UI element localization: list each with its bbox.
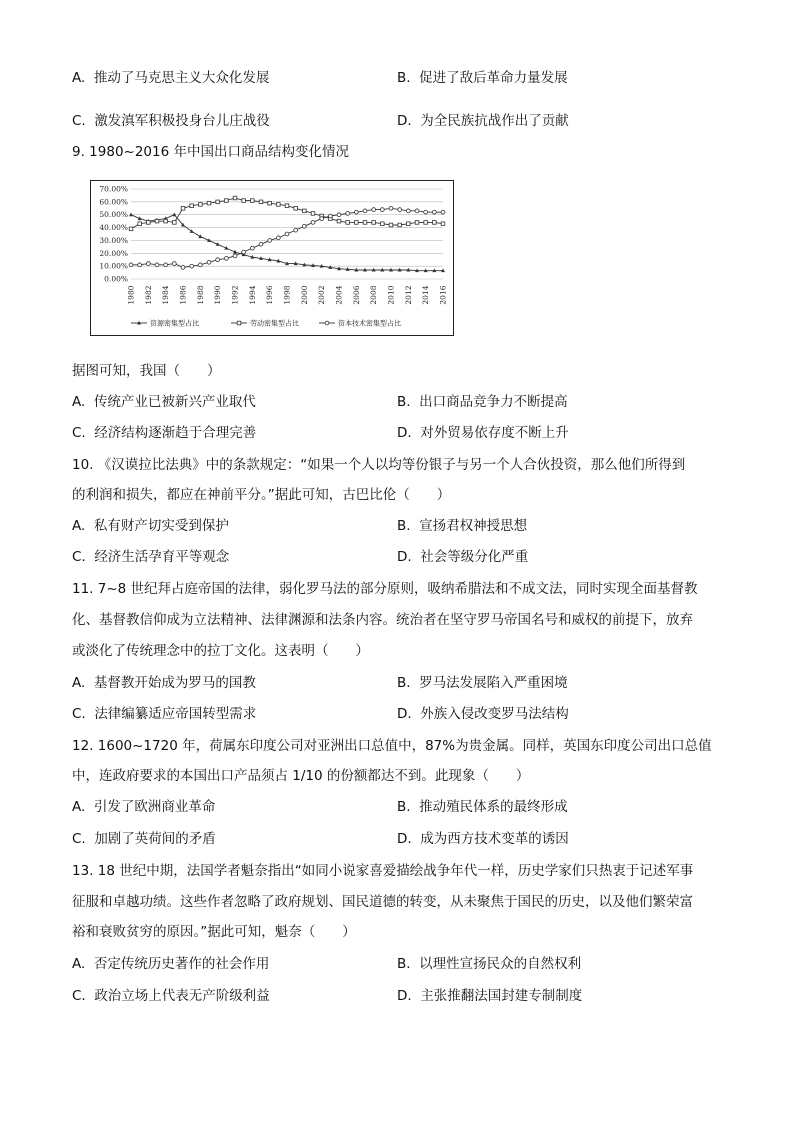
data-point — [138, 263, 142, 267]
q11-option-c: C. 法律编纂适应帝国转型需求 — [72, 706, 257, 722]
x-tick-label: 1982 — [143, 285, 153, 305]
data-point — [346, 221, 350, 225]
data-point — [190, 264, 194, 268]
q10-stem-line1: 10. 《汉谟拉比法典》中的条款规定：“如果一个人以均等份银子与另一个人合伙投资，那么他们所得到 — [72, 457, 686, 473]
data-point — [441, 210, 445, 214]
data-point — [147, 221, 151, 225]
q13-stem-line2: 征服和卓越功绩。这些作者忽略了政府规划、国民道德的转变，从未聚焦于国民的历史，以及他们繁荣富 — [72, 894, 693, 910]
data-point — [172, 262, 176, 266]
data-point — [155, 263, 159, 267]
data-point — [311, 212, 315, 216]
q10-option-b: B. 宣扬君权神授思想 — [397, 518, 528, 534]
x-tick-label: 2010 — [386, 285, 396, 305]
data-point — [285, 204, 289, 208]
data-point — [216, 200, 220, 204]
x-tick-label: 2000 — [299, 285, 309, 305]
x-tick-label: 1990 — [213, 285, 223, 305]
y-tick-label: 70.00% — [99, 184, 128, 194]
data-point — [354, 210, 358, 214]
q12-option-a: A. 引发了欧洲商业革命 — [72, 799, 216, 815]
legend-label: 劳动密集型占比 — [250, 319, 299, 328]
data-point — [172, 213, 176, 217]
data-point — [268, 201, 272, 205]
data-point — [398, 223, 402, 227]
q11-option-d: D. 外族入侵改变罗马法结构 — [397, 706, 569, 722]
data-point — [199, 203, 203, 207]
data-point — [424, 210, 428, 214]
data-point — [303, 209, 307, 213]
data-point — [337, 219, 341, 223]
q12-option-d: D. 成为西方技术变革的诱因 — [397, 831, 569, 847]
data-point — [190, 229, 194, 233]
data-point — [381, 222, 385, 226]
q12-stem-line2: 中，连政府要求的本国出口产品须占 1/10 的份额都达不到。此现象（ ） — [72, 768, 530, 784]
x-tick-label: 1992 — [230, 285, 240, 305]
y-tick-label: 40.00% — [99, 223, 128, 233]
series-line — [131, 198, 443, 229]
q9-option-a: A. 传统产业已被新兴产业取代 — [72, 394, 256, 410]
y-tick-label: 50.00% — [99, 210, 128, 220]
q9-title: 9. 1980~2016 年中国出口商品结构变化情况 — [72, 144, 349, 160]
data-point — [424, 221, 428, 225]
data-point — [285, 232, 289, 236]
data-point — [363, 221, 367, 225]
data-point — [372, 208, 376, 212]
data-point — [259, 242, 263, 246]
q13-option-d: D. 主张推翻法国封建专制制度 — [397, 988, 583, 1004]
x-tick-label: 1998 — [282, 285, 292, 305]
q11-stem-line2: 化、基督教信仰成为立法精神、法律渊源和法条内容。统治者在坚守罗马帝国名号和威权的前提下，放弃 — [72, 612, 693, 628]
q10-stem-line2: 的利润和损失，都应在神前平分。”据此可知，古巴比伦（ ） — [72, 487, 451, 503]
q8-option-a: A. 推动了马克思主义大众化发展 — [72, 70, 270, 86]
data-point — [242, 199, 246, 203]
q11-stem-line1: 11. 7~8 世纪拜占庭帝国的法律，弱化罗马法的部分原则，吸纳希腊法和不成文法，同时实现全面基督教 — [72, 581, 698, 597]
data-point — [302, 224, 306, 228]
data-point — [129, 213, 133, 217]
y-tick-label: 10.00% — [99, 261, 128, 271]
data-point — [415, 209, 419, 213]
x-tick-label: 2002 — [317, 285, 327, 305]
data-point — [146, 262, 150, 266]
data-point — [433, 221, 437, 225]
data-point — [216, 258, 220, 262]
data-point — [225, 199, 229, 203]
x-tick-label: 1984 — [161, 285, 171, 305]
data-point — [398, 208, 402, 212]
legend-marker — [325, 321, 329, 325]
data-point — [155, 219, 159, 223]
data-point — [337, 213, 341, 217]
data-point — [389, 223, 393, 227]
data-point — [407, 222, 411, 226]
q13-stem-line1: 13. 18 世纪中期，法国学者魁奈指出“如同小说家喜爱描绘战争年代一样，历史学家们只热衷于记述军事 — [72, 863, 694, 879]
legend-marker — [237, 321, 241, 325]
data-point — [164, 219, 168, 223]
q8-option-d: D. 为全民族抗战作出了贡献 — [397, 113, 569, 129]
data-point — [320, 217, 324, 221]
x-tick-label: 2012 — [403, 285, 413, 305]
data-point — [277, 203, 281, 207]
data-point — [198, 263, 202, 267]
y-tick-label: 60.00% — [99, 197, 128, 207]
data-point — [224, 257, 228, 261]
data-point — [328, 214, 332, 218]
data-point — [380, 208, 384, 212]
data-point — [190, 204, 194, 208]
q13-option-a: A. 否定传统历史著作的社会作用 — [72, 956, 270, 972]
x-tick-label: 2004 — [334, 285, 344, 305]
data-point — [173, 221, 177, 225]
data-point — [276, 236, 280, 240]
data-point — [207, 260, 211, 264]
chart-svg — [91, 181, 453, 335]
y-tick-label: 20.00% — [99, 248, 128, 258]
q11-stem-line3: 或淡化了传统理念中的拉丁文化。这表明（ ） — [72, 643, 369, 659]
data-point — [233, 196, 237, 200]
q13-option-c: C. 政治立场上代表无产阶级利益 — [72, 988, 270, 1004]
q9-option-c: C. 经济结构逐渐趋于合理完善 — [72, 425, 257, 441]
data-point — [164, 263, 168, 267]
legend-label: 资源密集型占比 — [150, 319, 199, 328]
x-tick-label: 2016 — [438, 285, 448, 305]
data-point — [129, 227, 133, 231]
data-point — [406, 209, 410, 213]
q12-option-b: B. 推动殖民体系的最终形成 — [397, 799, 568, 815]
data-point — [259, 200, 263, 204]
data-point — [138, 222, 142, 226]
data-point — [294, 228, 298, 232]
data-point — [233, 254, 237, 258]
q10-option-c: C. 经济生活孕育平等观念 — [72, 549, 230, 565]
x-tick-label: 2008 — [369, 285, 379, 305]
data-point — [181, 206, 185, 210]
q13-option-b: B. 以理性宣扬民众的自然权利 — [397, 956, 582, 972]
data-point — [432, 210, 436, 214]
q9-option-d: D. 对外贸易依存度不断上升 — [397, 425, 569, 441]
x-tick-label: 2014 — [421, 285, 431, 305]
data-point — [355, 221, 359, 225]
data-point — [251, 199, 255, 203]
q11-option-b: B. 罗马法发展陷入严重困境 — [397, 675, 568, 691]
data-point — [181, 266, 185, 270]
x-tick-label: 1986 — [178, 285, 188, 305]
q12-stem-line1: 12. 1600~1720 年，荷属东印度公司对亚洲出口总值中，87%为贵金属。同样，英国东印度公司出口总值 — [72, 738, 712, 754]
q10-option-d: D. 社会等级分化严重 — [397, 549, 529, 565]
legend-label: 资本技术密集型占比 — [338, 319, 401, 328]
x-tick-label: 1988 — [195, 285, 205, 305]
data-point — [372, 221, 376, 225]
data-point — [129, 263, 133, 267]
q10-option-a: A. 私有财产切实受到保护 — [72, 518, 229, 534]
x-tick-label: 1994 — [247, 285, 257, 305]
q11-option-a: A. 基督教开始成为罗马的国教 — [72, 675, 256, 691]
export-structure-chart — [90, 180, 454, 336]
data-point — [441, 222, 445, 226]
data-point — [311, 221, 315, 225]
y-tick-label: 0.00% — [104, 274, 128, 284]
data-point — [268, 239, 272, 243]
data-point — [415, 221, 419, 225]
q9-stem: 据图可知，我国（ ） — [72, 363, 221, 379]
x-tick-label: 1980 — [126, 285, 136, 305]
x-tick-label: 2006 — [351, 285, 361, 305]
q8-option-b: B. 促进了敌后革命力量发展 — [397, 70, 568, 86]
q8-option-c: C. 激发滇军积极投身台儿庄战役 — [72, 113, 270, 129]
q12-option-c: C. 加剧了英荷间的矛盾 — [72, 831, 216, 847]
data-point — [242, 250, 246, 254]
data-point — [294, 206, 298, 210]
data-point — [250, 246, 254, 250]
x-tick-label: 1996 — [265, 285, 275, 305]
data-point — [346, 212, 350, 216]
y-tick-label: 30.00% — [99, 235, 128, 245]
data-point — [389, 206, 393, 210]
q13-stem-line3: 裕和衰败贫穷的原因。”据此可知，魁奈（ ） — [72, 924, 356, 940]
data-point — [363, 209, 367, 213]
q9-option-b: B. 出口商品竞争力不断提高 — [397, 394, 568, 410]
data-point — [207, 201, 211, 205]
